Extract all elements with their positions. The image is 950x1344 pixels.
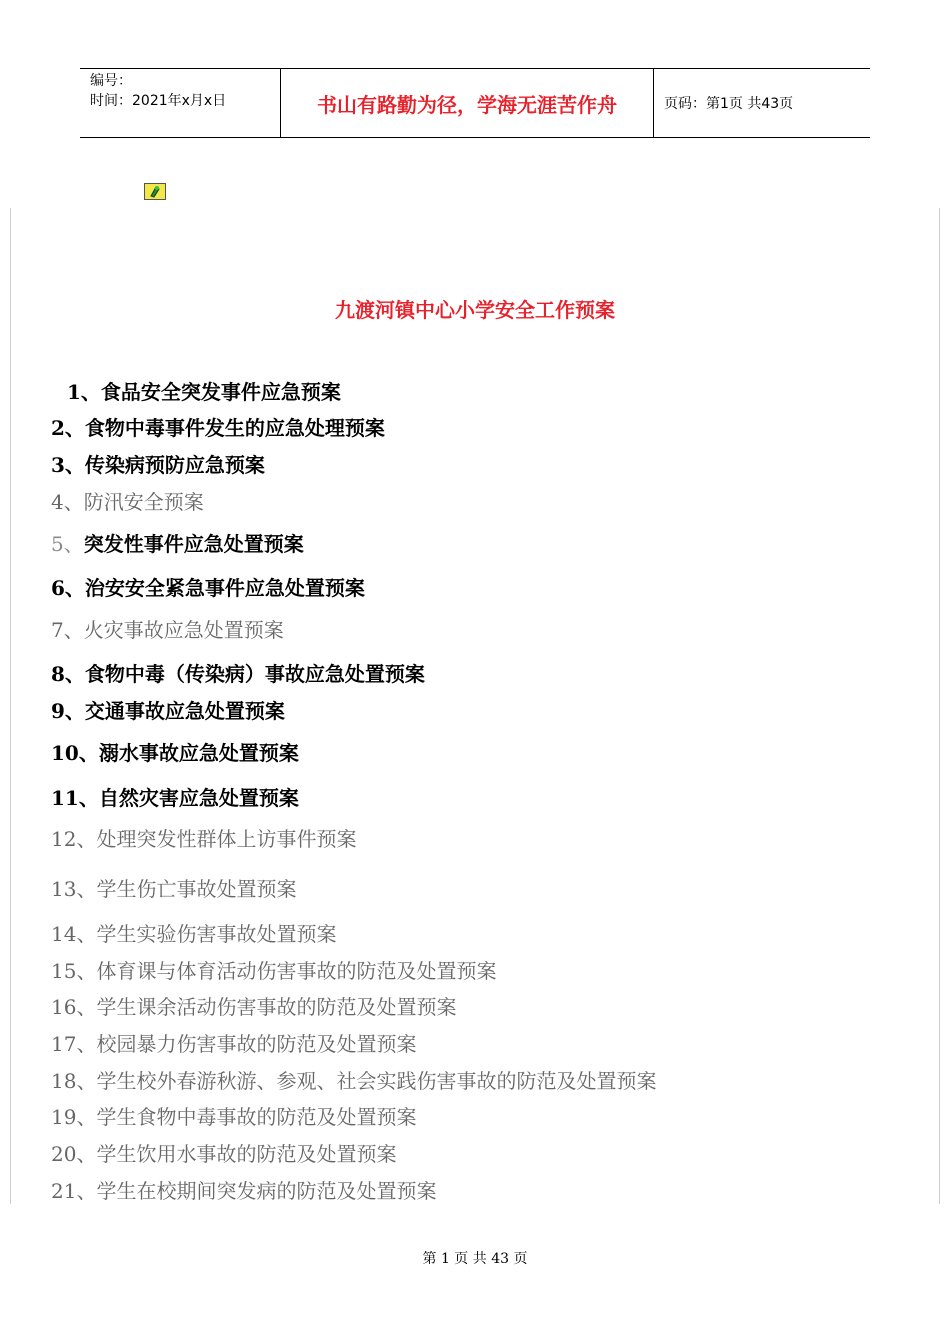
page-footer: 第 1 页 共 43 页 — [422, 1251, 528, 1267]
toc-item: 10、溺水事故应急处置预案 — [51, 741, 299, 765]
toc-item: 11、自然灾害应急处置预案 — [51, 786, 299, 810]
toc-item: 4、防汛安全预案 — [51, 490, 204, 514]
time-label: 时间：2021年x月x日 — [90, 93, 227, 109]
header-meta-cell — [80, 69, 281, 137]
toc-item: 15、体育课与体育活动伤害事故的防范及处置预案 — [51, 959, 497, 983]
toc-item: 18、学生校外春游秋游、参观、社会实践伤害事故的防范及处置预案 — [51, 1069, 657, 1093]
toc-item: 8、食物中毒（传染病）事故应急处置预案 — [51, 662, 425, 686]
toc-item-number: 5、 — [51, 532, 84, 556]
page-info-cell — [654, 69, 870, 137]
toc-item: 21、学生在校期间突发病的防范及处置预案 — [51, 1179, 437, 1203]
header-table — [80, 68, 870, 138]
toc-item-text: 突发性事件应急处置预案 — [83, 532, 304, 556]
toc-item: 9、交通事故应急处置预案 — [51, 699, 285, 723]
page-info: 页码：第1页 共43页 — [664, 96, 794, 112]
toc-item: 14、学生实验伤害事故处置预案 — [51, 922, 337, 946]
toc-item: 20、学生饮用水事故的防范及处置预案 — [51, 1142, 397, 1166]
page-frame-left — [10, 208, 11, 1204]
toc-item: 7、火灾事故应急处置预案 — [51, 618, 284, 642]
toc-item: 16、学生课余活动伤害事故的防范及处置预案 — [51, 995, 457, 1019]
page-frame-right — [939, 208, 940, 1204]
toc-item: 17、校园暴力伤害事故的防范及处置预案 — [51, 1032, 417, 1056]
toc-item: 2、食物中毒事件发生的应急处理预案 — [51, 416, 385, 440]
toc-item: 13、学生伤亡事故处置预案 — [51, 877, 297, 901]
toc-item: 6、治安安全紧急事件应急处置预案 — [51, 576, 365, 600]
document-title: 九渡河镇中心小学安全工作预案 — [335, 298, 615, 322]
motto: 书山有路勤为径，学海无涯苦作舟 — [317, 92, 617, 117]
toc-item: 3、传染病预防应急预案 — [51, 453, 265, 477]
attachment-icon[interactable] — [144, 183, 166, 200]
toc-item: 12、处理突发性群体上访事件预案 — [51, 827, 357, 851]
number-label: 编号： — [90, 73, 132, 89]
toc-item: 19、学生食物中毒事故的防范及处置预案 — [51, 1105, 417, 1129]
toc-item — [51, 528, 304, 557]
motto-cell — [281, 69, 654, 137]
toc-item: 1、食品安全突发事件应急预案 — [67, 380, 341, 404]
